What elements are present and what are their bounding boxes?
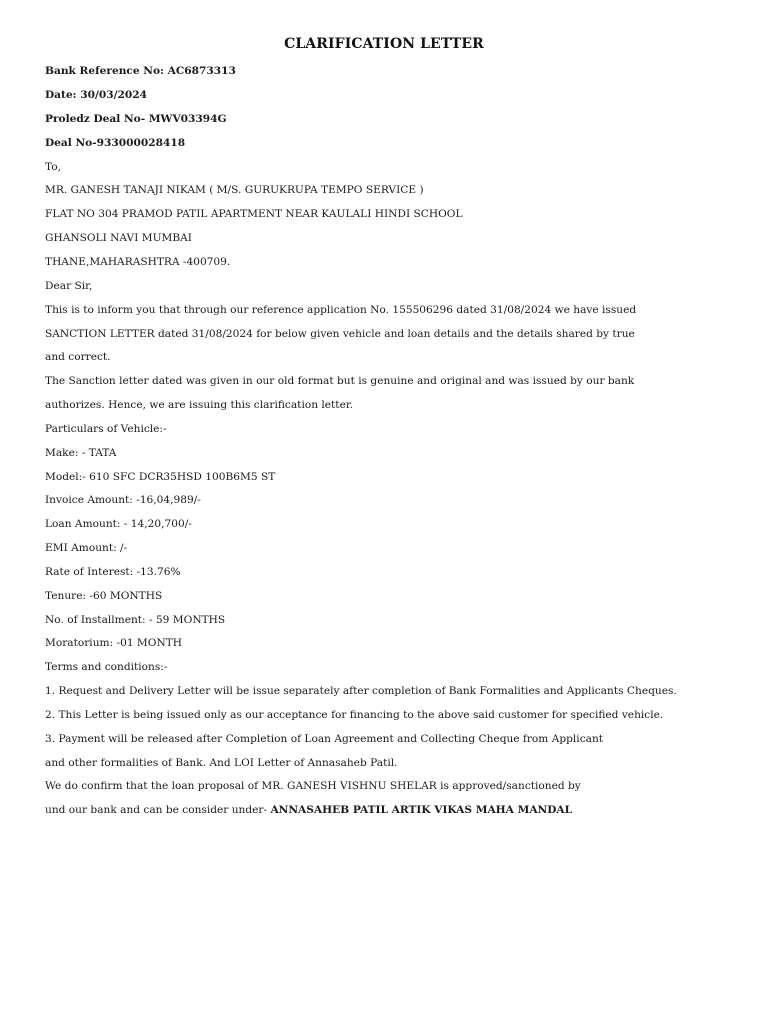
term-1: 1. Request and Delivery Letter will be issue separately after completion of Bank Formalities and Applicants Cheques. bbox=[45, 685, 677, 697]
proledz-deal-number: Proledz Deal No- MWV03394G bbox=[45, 113, 227, 125]
rate-of-interest: Rate of Interest: -13.76% bbox=[45, 566, 181, 578]
recipient-address-line-3: THANE,MAHARASHTRA -400709. bbox=[45, 256, 231, 268]
recipient-address-line-1: FLAT NO 304 PRAMOD PATIL APARTMENT NEAR KAULALI HINDI SCHOOL bbox=[45, 208, 463, 220]
body-paragraph-1-line-1: This is to inform you that through our reference application No. 155506296 dated 31/08/2024 we have issued bbox=[45, 304, 637, 316]
number-of-installments: No. of Installment: - 59 MONTHS bbox=[45, 614, 226, 626]
term-2: 2. This Letter is being issued only as our acceptance for financing to the above said customer for specified vehicle. bbox=[45, 709, 664, 721]
invoice-amount: Invoice Amount: -16,04,989/- bbox=[45, 494, 201, 506]
recipient-to: To, bbox=[45, 161, 61, 173]
body-paragraph-2-line-1: The Sanction letter dated was given in our old format but is genuine and original and was issued by our bank bbox=[45, 375, 635, 387]
closing-organization-name: ANNASAHEB PATIL ARTIK VIKAS MAHA MANDAL bbox=[270, 804, 573, 816]
vehicle-make: Make: - TATA bbox=[45, 447, 117, 459]
salutation: Dear Sir, bbox=[45, 280, 93, 292]
letter-title: CLARIFICATION LETTER bbox=[284, 36, 484, 52]
emi-amount: EMI Amount: /- bbox=[45, 542, 128, 554]
term-3-line-1: 3. Payment will be released after Completion of Loan Agreement and Collecting Cheque from Applicant bbox=[45, 733, 604, 745]
terms-heading: Terms and conditions:- bbox=[45, 661, 168, 673]
body-paragraph-1-line-2: SANCTION LETTER dated 31/08/2024 for below given vehicle and loan details and the details shared by true bbox=[45, 328, 635, 340]
body-paragraph-1-line-3: and correct. bbox=[45, 351, 111, 363]
recipient-name: MR. GANESH TANAJI NIKAM ( M/S. GURUKRUPA TEMPO SERVICE ) bbox=[45, 184, 424, 196]
loan-amount: Loan Amount: - 14,20,700/- bbox=[45, 518, 192, 530]
bank-reference-number: Bank Reference No: AC6873313 bbox=[45, 65, 236, 77]
letter-date: Date: 30/03/2024 bbox=[45, 89, 147, 101]
closing-line-1: We do confirm that the loan proposal of MR. GANESH VISHNU SHELAR is approved/sanctioned by bbox=[45, 780, 581, 792]
recipient-address-line-2: GHANSOLI NAVI MUMBAI bbox=[45, 232, 192, 244]
closing-line-2-prefix: und our bank and can be consider under- bbox=[45, 804, 271, 816]
vehicle-particulars-heading: Particulars of Vehicle:- bbox=[45, 423, 167, 435]
term-3-line-2: and other formalities of Bank. And LOI Letter of Annasaheb Patil. bbox=[45, 757, 398, 769]
body-paragraph-2-line-2: authorizes. Hence, we are issuing this clarification letter. bbox=[45, 399, 354, 411]
deal-number: Deal No-933000028418 bbox=[45, 137, 186, 149]
moratorium: Moratorium: -01 MONTH bbox=[45, 637, 183, 649]
closing-line-2 bbox=[45, 803, 572, 817]
tenure: Tenure: -60 MONTHS bbox=[45, 590, 163, 602]
vehicle-model: Model:- 610 SFC DCR35HSD 100B6M5 ST bbox=[45, 471, 276, 483]
